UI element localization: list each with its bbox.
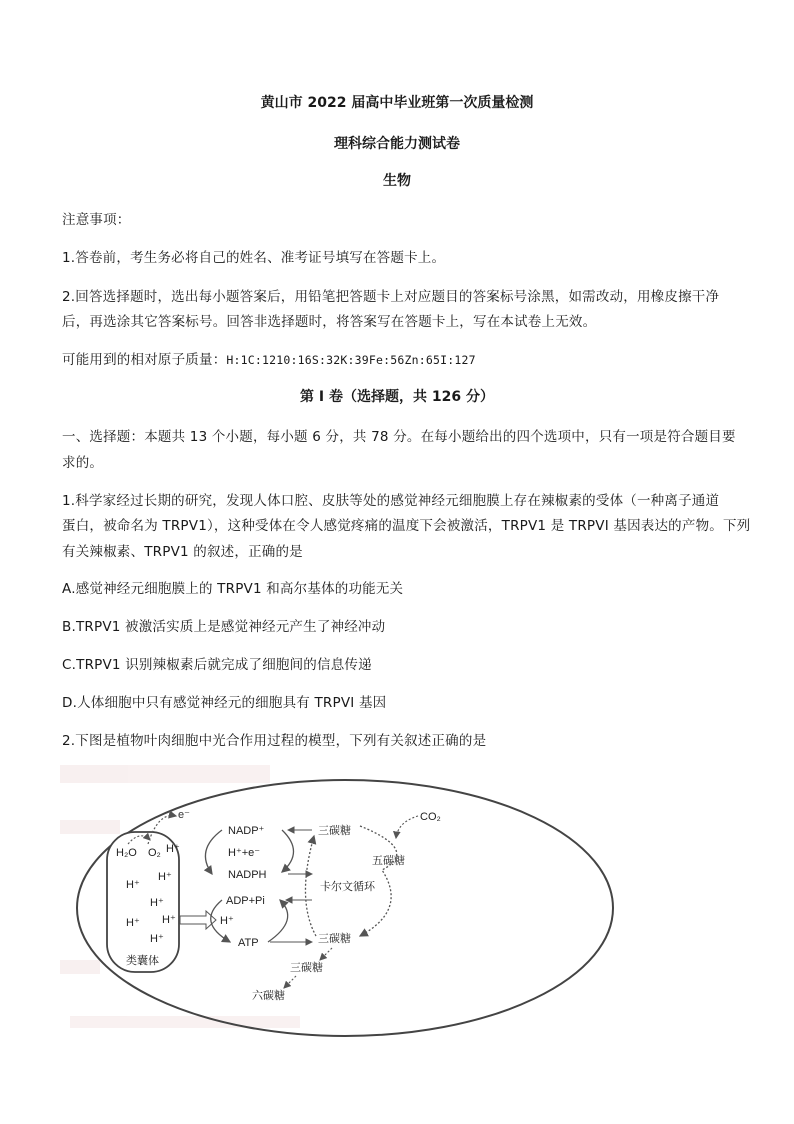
three-carbon-sugar-top: 三碳糖 — [318, 825, 351, 837]
adp-pi-label: ADP+Pi — [226, 895, 265, 907]
subject-title: 生物 — [383, 173, 411, 189]
notice-item-2-line-2: 后，再选涂其它答案标号。回答非选择题时，将答案写在答题卡上，写在本试卷上无效。 — [62, 314, 597, 330]
calvin-return-arc — [305, 836, 316, 936]
atomic-mass-label: 可能用到的相对原子质量： — [62, 352, 227, 368]
calvin-cycle-label: 卡尔文循环 — [320, 881, 375, 893]
h-e-label: H⁺+e⁻ — [228, 847, 261, 859]
three-carbon-sugar-low: 三碳糖 — [290, 962, 323, 974]
three-carbon-out-arrow — [320, 948, 332, 960]
notice-heading: 注意事项： — [62, 212, 131, 228]
section-intro-line-1: 一、选择题：本题共 13 个小题，每小题 6 分，共 78 分。在每小题给出的四个选项中，只有一项是符合题目要 — [62, 429, 736, 445]
h-plus-7: H⁺ — [150, 933, 164, 945]
atp-label: ATP — [238, 937, 259, 949]
h-plus-6: H⁺ — [162, 914, 176, 926]
q1-stem-line-3: 有关辣椒素、TRPV1 的叙述，正确的是 — [62, 544, 303, 560]
atp-to-calvin-arrow — [268, 900, 288, 942]
nadp-label: NADP⁺ — [228, 825, 265, 837]
six-carbon-arrow — [284, 976, 296, 988]
h-plus-1: H⁺ — [166, 843, 180, 855]
h-plus-out: H⁺ — [220, 915, 234, 927]
three-carbon-sugar-mid: 三碳糖 — [318, 933, 351, 945]
atomic-mass-values: H:1C:1210:16S:32K:39Fe:56Zn:65I:127 — [226, 353, 476, 367]
notice-item-2-line-1: 2.回答选择题时，选出每小题答案后，用铅笔把答题卡上对应题目的答案标号涂黑，如需改动，用橡皮擦干净 — [62, 289, 720, 305]
h-plus-5: H⁺ — [126, 917, 140, 929]
nadph-to-calvin-arrow — [282, 830, 294, 872]
six-carbon-sugar: 六碳糖 — [252, 990, 285, 1002]
q1-option-b: B.TRPV1 被激活实质上是感觉神经元产生了神经冲动 — [62, 619, 386, 635]
q1-option-d: D.人体细胞中只有感觉神经元的细胞具有 TRPVI 基因 — [62, 695, 387, 711]
nadph-label: NADPH — [228, 869, 267, 881]
electron-label: e⁻ — [178, 809, 190, 821]
h-plus-4: H⁺ — [150, 897, 164, 909]
co2-label: CO₂ — [420, 811, 441, 823]
h-plus-3: H⁺ — [158, 871, 172, 883]
h2o-label: H₂O — [116, 847, 137, 859]
q1-stem-line-1: 1.科学家经过长期的研究，发现人体口腔、皮肤等处的感觉神经元细胞膜上存在辣椒素的受体（一种离子通道 — [62, 493, 720, 509]
thylakoid-label: 类囊体 — [126, 955, 159, 967]
h-plus-2: H⁺ — [126, 879, 140, 891]
q1-option-c: C.TRPV1 识别辣椒素后就完成了细胞间的信息传递 — [62, 657, 372, 673]
q2-stem: 2.下图是植物叶肉细胞中光合作用过程的模型，下列有关叙述正确的是 — [62, 733, 487, 749]
q1-option-a: A.感觉神经元细胞膜上的 TRPV1 和高尔基体的功能无关 — [62, 581, 404, 597]
atomic-mass-line — [62, 348, 476, 368]
o2-label: O₂ — [148, 847, 161, 859]
exam-subtitle: 理科综合能力测试卷 — [334, 136, 460, 152]
section-intro-line-2: 求的。 — [62, 455, 104, 471]
five-carbon-sugar: 五碳糖 — [372, 855, 405, 867]
section-title: 第 I 卷（选择题，共 126 分） — [300, 389, 494, 405]
co2-arrow — [396, 816, 418, 838]
nadp-to-nadph-arrow — [205, 830, 222, 874]
photosynthesis-diagram — [0, 760, 794, 1060]
notice-item-1: 1.答卷前，考生务必将自己的姓名、准考证号填写在答题卡上。 — [62, 250, 446, 266]
exam-title: 黄山市 2022 届高中毕业班第一次质量检测 — [260, 95, 534, 111]
q1-stem-line-2: 蛋白，被命名为 TRPV1），这种受体在令人感觉疼痛的温度下会被激活，TRPV1 是 TRPVI 基因表达的产物。下列 — [62, 518, 751, 534]
